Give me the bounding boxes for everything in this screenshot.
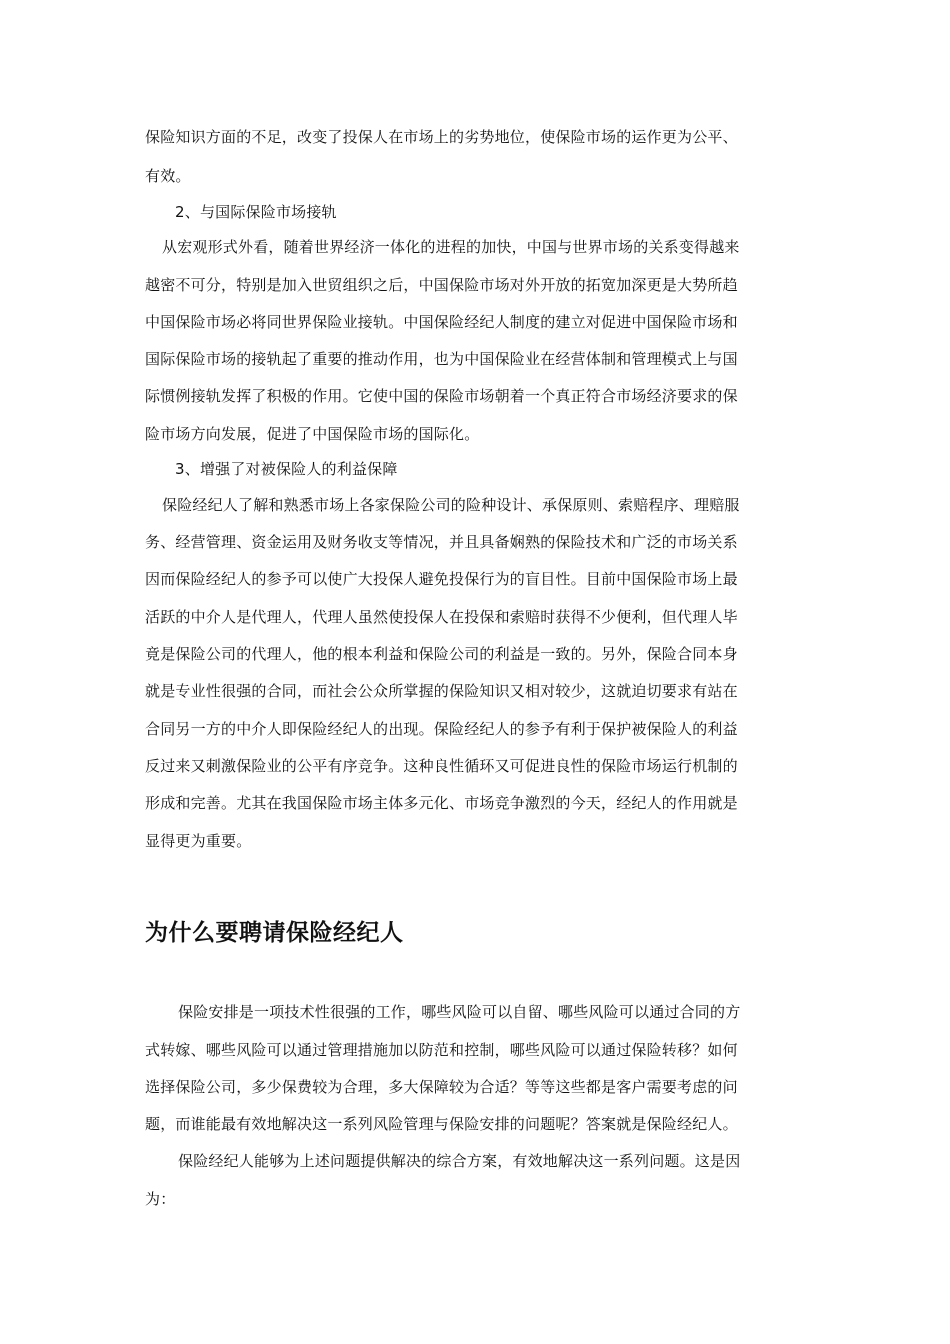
paragraph-line: 为： bbox=[145, 1190, 176, 1208]
paragraph-line: 保险知识方面的不足，改变了投保人在市场上的劣势地位，使保险市场的运作更为公平、 bbox=[145, 128, 738, 146]
paragraph-line: 越密不可分，特别是加入世贸组织之后，中国保险市场对外开放的拓宽加深更是大势所趋 bbox=[145, 276, 738, 294]
paragraph-line: 反过来又刺激保险业的公平有序竞争。这种良性循环又可促进良性的保险市场运行机制的 bbox=[145, 757, 738, 775]
paragraph-line: 活跃的中介人是代理人，代理人虽然使投保人在投保和索赔时获得不少便利，但代理人毕 bbox=[145, 608, 738, 626]
subheading-2: 2、与国际保险市场接轨 bbox=[175, 203, 337, 221]
paragraph-line: 际惯例接轨发挥了积极的作用。它使中国的保险市场朝着一个真正符合市场经济要求的保 bbox=[145, 387, 738, 405]
paragraph-line: 竟是保险公司的代理人，他的根本利益和保险公司的利益是一致的。另外，保险合同本身 bbox=[145, 645, 738, 663]
paragraph-line: 有效。 bbox=[145, 167, 191, 185]
paragraph-line: 显得更为重要。 bbox=[145, 832, 252, 850]
paragraph-line: 国际保险市场的接轨起了重要的推动作用，也为中国保险业在经营体制和管理模式上与国 bbox=[145, 350, 738, 368]
paragraph-line: 从宏观形式外看，随着世界经济一体化的进程的加快，中国与世界市场的关系变得越来 bbox=[162, 238, 740, 256]
paragraph-line: 保险经纪人能够为上述问题提供解决的综合方案，有效地解决这一系列问题。这是因 bbox=[178, 1152, 741, 1170]
paragraph-line: 保险安排是一项技术性很强的工作，哪些风险可以自留、哪些风险可以通过合同的方 bbox=[178, 1003, 741, 1021]
paragraph-line: 中国保险市场必将同世界保险业接轨。中国保险经纪人制度的建立对促进中国保险市场和 bbox=[145, 313, 738, 331]
paragraph-line: 式转嫁、哪些风险可以通过管理措施加以防范和控制，哪些风险可以通过保险转移？如何 bbox=[145, 1041, 738, 1059]
paragraph-line: 因而保险经纪人的参予可以使广大投保人避免投保行为的盲目性。目前中国保险市场上最 bbox=[145, 570, 738, 588]
paragraph-line: 合同另一方的中介人即保险经纪人的出现。保险经纪人的参予有利于保护被保险人的利益 bbox=[145, 720, 738, 738]
paragraph-line: 题，而谁能最有效地解决这一系列风险管理与保险安排的问题呢？答案就是保险经纪人。 bbox=[145, 1115, 738, 1133]
paragraph-line: 保险经纪人了解和熟悉市场上各家保险公司的险种设计、承保原则、索赔程序、理赔服 bbox=[162, 496, 740, 514]
subheading-3: 3、增强了对被保险人的利益保障 bbox=[175, 460, 398, 478]
paragraph-line: 务、经营管理、资金运用及财务收支等情况，并且具备娴熟的保险技术和广泛的市场关系 bbox=[145, 533, 738, 551]
paragraph-line: 险市场方向发展，促进了中国保险市场的国际化。 bbox=[145, 425, 480, 443]
paragraph-line: 就是专业性很强的合同，而社会公众所掌握的保险知识又相对较少，这就迫切要求有站在 bbox=[145, 682, 738, 700]
paragraph-line: 形成和完善。尤其在我国保险市场主体多元化、市场竞争激烈的今天，经纪人的作用就是 bbox=[145, 794, 738, 812]
section-heading: 为什么要聘请保险经纪人 bbox=[145, 920, 404, 946]
paragraph-line: 选择保险公司，多少保费较为合理，多大保障较为合适？等等这些都是客户需要考虑的问 bbox=[145, 1078, 738, 1096]
